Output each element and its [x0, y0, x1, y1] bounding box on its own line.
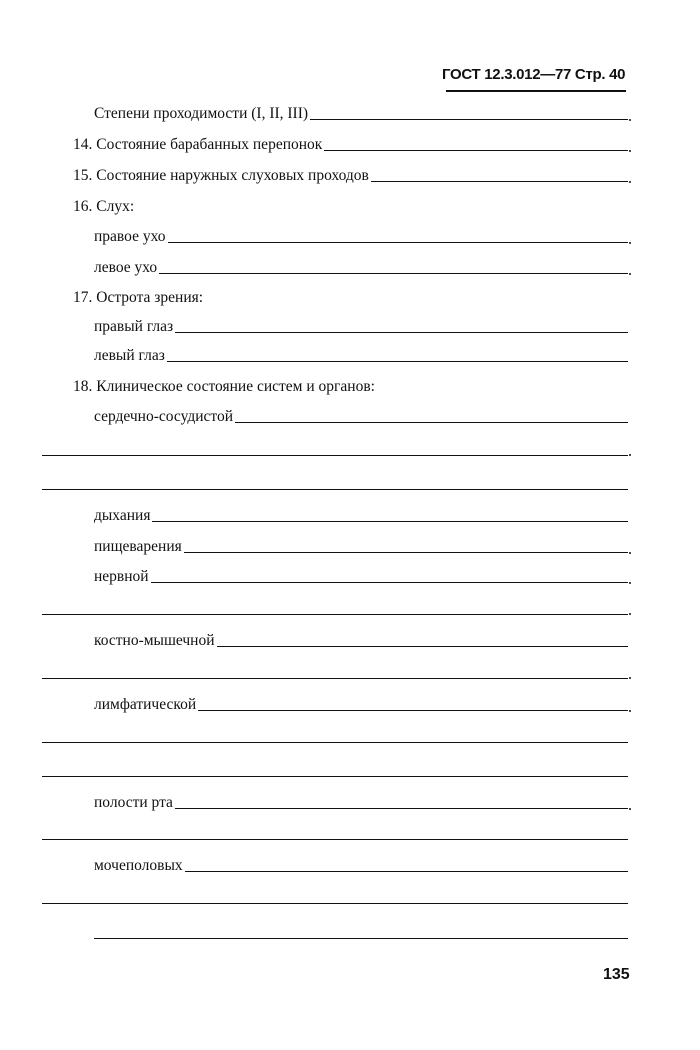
right-ear-row [94, 228, 628, 246]
left-ear-label: левое ухо [94, 259, 158, 276]
passability-label: Степени проходимости (I, II, III) [94, 105, 309, 122]
item-15-label: 15. Состояние наружных слуховых проходов [73, 167, 369, 184]
nervous-extra-line[interactable] [42, 614, 628, 615]
right-ear-field[interactable] [168, 242, 629, 243]
cardio-extra-line-1[interactable] [42, 455, 628, 456]
left-eye-field[interactable] [167, 361, 628, 362]
item-16-row [73, 198, 134, 216]
left-eye-row [94, 347, 628, 365]
nervous-label: нервной [94, 568, 149, 585]
urogenital-row [94, 857, 628, 875]
oral-cavity-field[interactable] [175, 808, 628, 809]
passability-row [94, 105, 628, 123]
right-eye-field[interactable] [175, 332, 628, 333]
respiration-field[interactable] [152, 521, 628, 522]
left-eye-label: левый глаз [94, 347, 165, 364]
item-15-field[interactable] [371, 181, 628, 182]
header-rule [446, 90, 626, 92]
nervous-row [94, 568, 628, 586]
right-eye-label: правый глаз [94, 318, 174, 335]
musculoskeletal-extra-line[interactable] [42, 678, 628, 679]
musculoskeletal-row [94, 632, 628, 650]
urogenital-label: мочеполовых [94, 857, 183, 874]
item-17-row [73, 289, 203, 307]
urogenital-extra-line-1[interactable] [42, 903, 628, 904]
page-number: 135 [603, 966, 630, 983]
cardio-extra-line-2[interactable] [42, 489, 628, 490]
item-18-row [73, 378, 375, 396]
lymphatic-field[interactable] [198, 710, 628, 711]
lymphatic-extra-line-2[interactable] [42, 776, 628, 777]
item-14-label: 14. Состояние барабанных перепонок [73, 136, 323, 153]
respiration-label: дыхания [94, 507, 151, 524]
musculoskeletal-field[interactable] [217, 646, 628, 647]
urogenital-field[interactable] [185, 871, 628, 872]
left-ear-row [94, 259, 628, 277]
page-header: ГОСТ 12.3.012—77 Стр. 40 [442, 66, 626, 83]
item-15-row [73, 167, 628, 185]
digestion-row [94, 538, 628, 556]
digestion-label: пищеварения [94, 538, 182, 555]
right-ear-label: правое ухо [94, 228, 166, 245]
cardio-row [94, 408, 628, 426]
item-18-label: 18. Клиническое состояние систем и органов: [73, 378, 375, 395]
item-17-label: 17. Острота зрения: [73, 289, 204, 306]
right-eye-row [94, 318, 628, 336]
respiration-row [94, 507, 628, 525]
oral-cavity-extra-line[interactable] [42, 839, 628, 840]
item-16-label: 16. Слух: [73, 198, 135, 215]
cardio-field[interactable] [235, 422, 628, 423]
oral-cavity-label: полости рта [94, 794, 173, 811]
digestion-field[interactable] [184, 552, 628, 553]
passability-field[interactable] [310, 119, 628, 120]
nervous-field[interactable] [151, 582, 628, 583]
urogenital-extra-line-2[interactable] [94, 938, 628, 939]
item-14-row [73, 136, 628, 154]
left-ear-field[interactable] [159, 273, 628, 274]
lymphatic-row [94, 696, 628, 714]
lymphatic-extra-line-1[interactable] [42, 742, 628, 743]
cardio-label: сердечно-сосудистой [94, 408, 234, 425]
lymphatic-label: лимфатической [94, 696, 197, 713]
musculoskeletal-label: костно-мышечной [94, 632, 215, 649]
item-14-field[interactable] [324, 150, 628, 151]
oral-cavity-row [94, 794, 628, 812]
